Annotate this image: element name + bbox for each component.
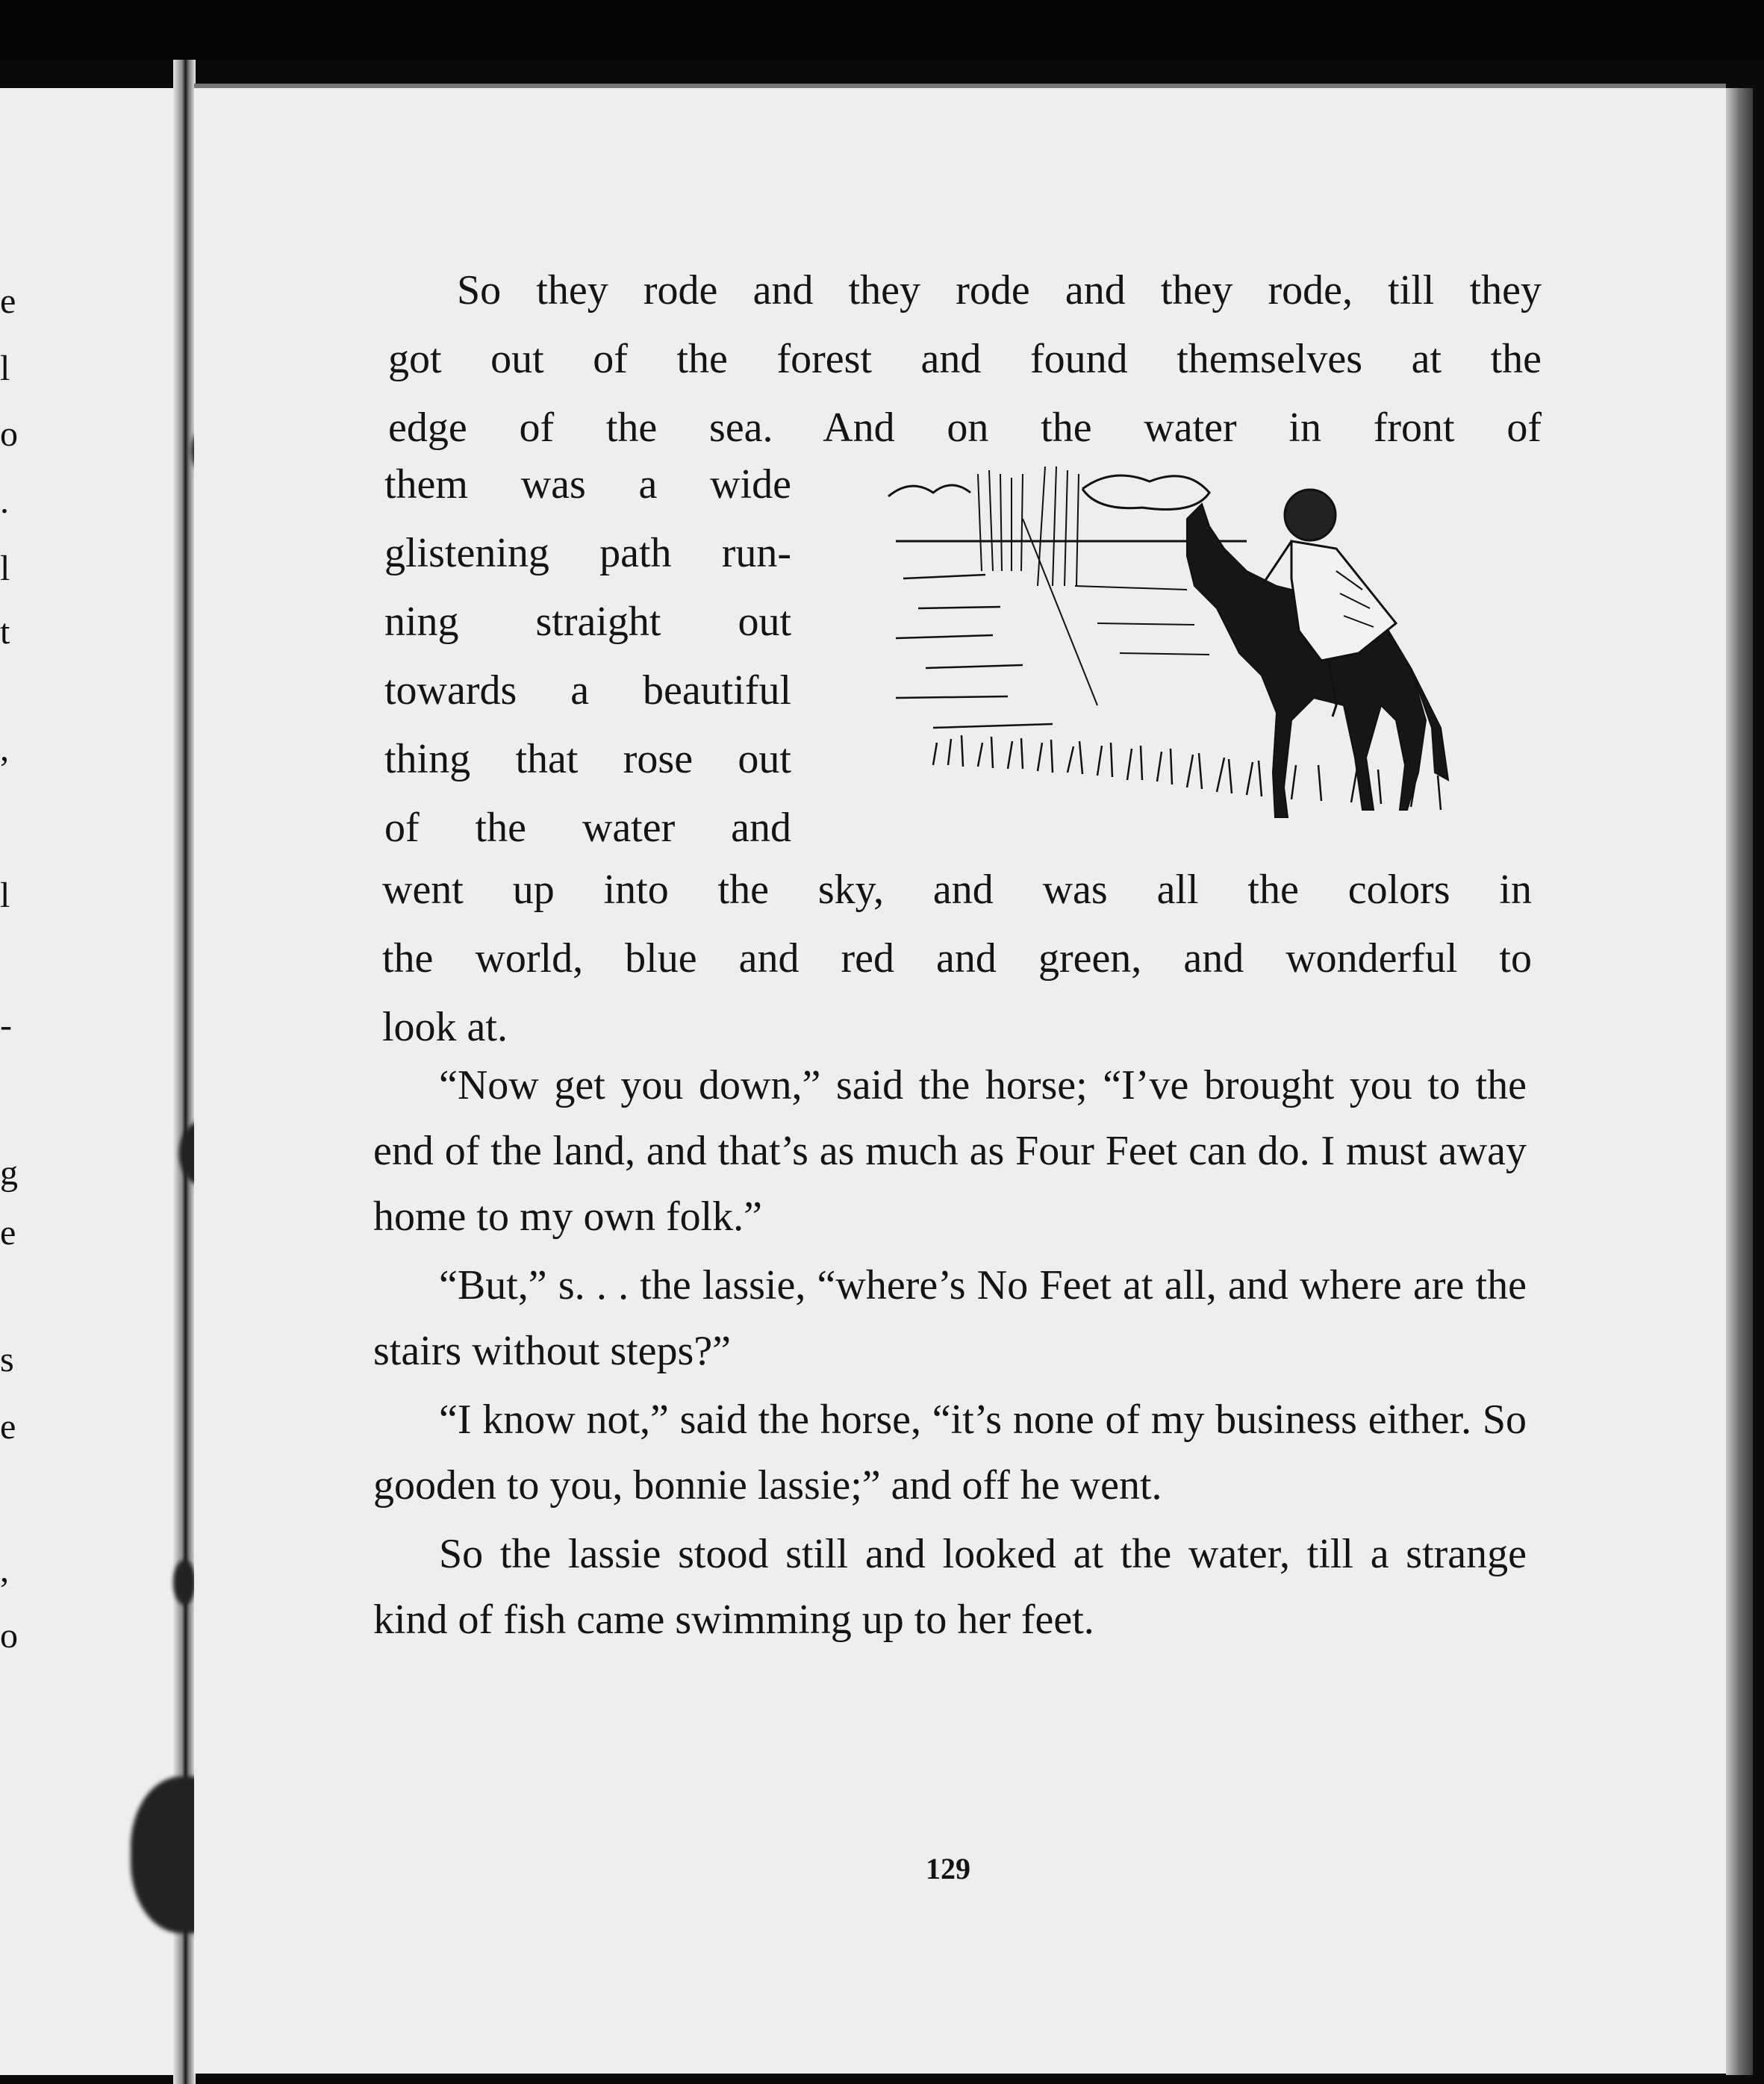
left-page-glyph: e (0, 281, 16, 321)
ink-blot (173, 1560, 196, 1605)
text-line: So they rode and they rode and they rode, till they (457, 267, 1542, 313)
text-line: look at. (382, 1004, 508, 1050)
cloud-sketch (888, 485, 970, 496)
left-page-glyph: l (0, 349, 10, 388)
continuation-paragraph (382, 857, 1532, 1063)
left-page-glyph: l (0, 549, 10, 588)
left-page-glyph: - (0, 1005, 12, 1045)
left-page-glyph: o (0, 414, 18, 454)
cliff-hatching (1038, 467, 1079, 586)
cloud-sketch (1082, 475, 1209, 510)
text-line: ning straight out (384, 599, 791, 645)
glistening-path (1023, 519, 1097, 705)
left-page-glyph: , (0, 729, 9, 769)
left-page-glyph: e (0, 1213, 16, 1252)
paragraph: “Now get you down,” said the horse; “I’ve brought you to the end of the land, and that’s as much as Four Feet can do. I must away home to my own folk.” (373, 1062, 1527, 1240)
left-page-glyph: g (0, 1153, 18, 1193)
opening-paragraph (388, 258, 1542, 464)
text-line: of the water and (384, 805, 791, 851)
text-line: thing that rose out (384, 736, 791, 782)
page-number: 129 (926, 1852, 970, 1885)
text-line: edge of the sea. And on the water in front of (388, 405, 1542, 451)
left-page-glyph: o (0, 1616, 18, 1656)
text-line: glistening path run- (384, 530, 791, 576)
left-page-glyph: t (0, 612, 10, 652)
water-line (1075, 586, 1209, 655)
left-page-glyph: , (0, 1550, 9, 1590)
horse-and-girl-illustration (873, 459, 1486, 847)
paragraph: “But,” s. . . the lassie, “where’s No Feet at all, and where are the stairs without steps?” (373, 1262, 1527, 1374)
text-line: them was a wide (384, 461, 791, 508)
page-edge-shadow (1726, 88, 1753, 2075)
left-page-glyph: . (0, 481, 9, 521)
text-line: the world, blue and red and green, and wonderful to (382, 935, 1532, 982)
text-line: towards a beautiful (384, 667, 791, 714)
text-line: went up into the sky, and was all the colors in (382, 867, 1532, 913)
cliff-hatching (978, 470, 1023, 571)
text-line: got out of the forest and found themselves at the (388, 336, 1542, 382)
dialogue-paragraphs (373, 1052, 1527, 1656)
scan-top-band (0, 0, 1764, 60)
wrapped-text-column (384, 452, 791, 864)
left-page-fragment (0, 88, 185, 2075)
left-page-glyph: s (0, 1340, 14, 1379)
left-page-glyph: e (0, 1407, 16, 1447)
water-line (896, 575, 1053, 728)
left-page-glyph: l (0, 876, 10, 915)
paragraph: “I know not,” said the horse, “it’s none of my business either. So gooden to you, bonnie lassie;” and off he went. (373, 1397, 1527, 1509)
paragraph: So the lassie stood still and looked at the water, till a strange kind of fish came swimming up to her feet. (373, 1531, 1527, 1643)
